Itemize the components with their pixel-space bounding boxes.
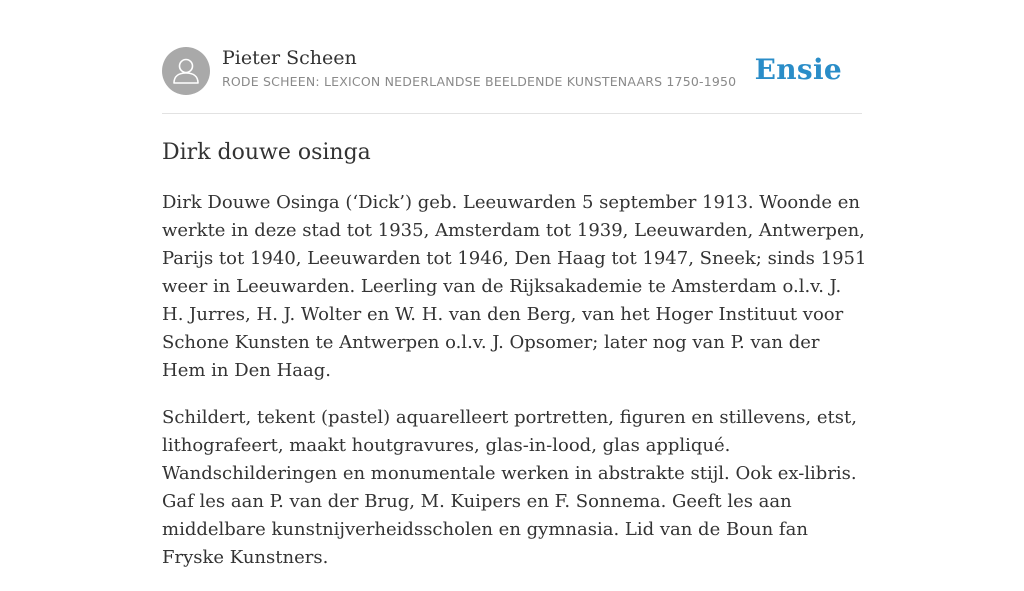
- page-title: Dirk douwe osinga: [162, 140, 371, 165]
- article-header: [162, 46, 862, 96]
- user-placeholder-icon: [162, 47, 210, 95]
- article-body: [162, 189, 867, 591]
- source-label[interactable]: RODE SCHEEN: LEXICON NEDERLANDSE BEELDENDE KUNSTENAARS 1750-1950: [222, 74, 737, 89]
- author-name[interactable]: Pieter Scheen: [222, 47, 357, 69]
- paragraph: Dirk Douwe Osinga (‘Dick’) geb. Leeuwarden 5 september 1913. Woonde en werkte in deze stad tot 1935, Amsterdam tot 1939, Leeuwarden, Antwerpen, Parijs tot 1940, Leeuwarden tot 1946, Den Haag tot 1947, Sneek; sinds 1951 weer in Leeuwarden. Leerling van de Rijksakademie te Amsterdam o.l.v. J. H. Jurres, H. J. Wolter en W. H. van den Berg, van het Hoger Instituut voor Schone Kunsten te Antwerpen o.l.v. J. Opsomer; later nog van P. van der Hem in Den Haag.: [162, 192, 867, 381]
- brand-logo[interactable]: Ensie: [754, 53, 842, 86]
- avatar[interactable]: [162, 47, 210, 95]
- paragraph: Schildert, tekent (pastel) aquarelleert portretten, figuren en stillevens, etst, lithografeert, maakt houtgravures, glas-in-lood, glas appliqué. Wandschilderingen en monumentale werken in abstrakte stijl. Ook ex-libris. Gaf les aan P. van der Brug, M. Kuipers en F. Sonnema. Geeft les aan middelbare kunstnijverheidsscholen en gymnasia. Lid van de Boun fan Fryske Kunstners.: [162, 407, 857, 568]
- header-divider: [162, 113, 862, 114]
